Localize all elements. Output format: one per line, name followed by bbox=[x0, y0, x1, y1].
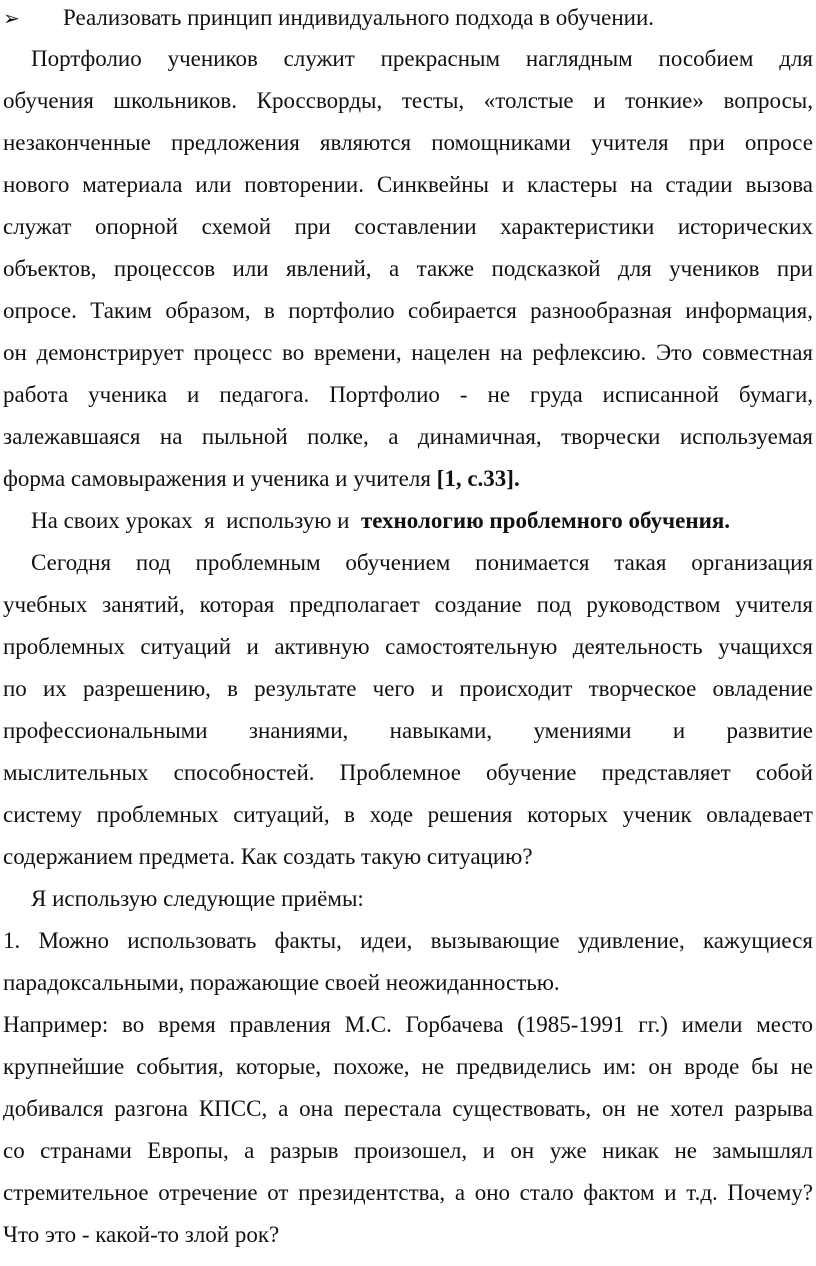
bullet-item bbox=[3, 1, 813, 35]
para1-last-text: форма самовыражения и ученика и учителя bbox=[3, 466, 437, 491]
para5-line: 1. Можно использовать факты, идеи, вызывающие удивление, кажущиеся bbox=[3, 928, 813, 953]
para3-line: систему проблемных ситуаций, в ходе решения которых ученик овладевает bbox=[3, 802, 813, 827]
para3-line: проблемных ситуаций и активную самостоятельную деятельность учащихся bbox=[3, 634, 813, 659]
para3-line: по их разрешению, в результате чего и происходит творческое овладение bbox=[3, 676, 813, 701]
para1-line: нового материала или повторении. Синквейны и кластеры на стадии вызова bbox=[3, 172, 813, 197]
para1-line: работа ученика и педагога. Портфолио - не груда исписанной бумаги, bbox=[3, 382, 813, 407]
para2-bold: технологию проблемного обучения. bbox=[361, 508, 731, 533]
para6-line: крупнейшие события, которые, похоже, не предвиделись им: он вроде бы не bbox=[3, 1054, 813, 1079]
para1-line: Портфолио учеников служит прекрасным наглядным пособием для bbox=[31, 46, 813, 71]
para3-last-line: содержанием предмета. Как создать такую ситуацию? bbox=[3, 844, 533, 869]
para1-line: он демонстрирует процесс во времени, нацелен на рефлексию. Это совместная bbox=[3, 340, 813, 365]
para2-line bbox=[3, 504, 813, 538]
para1-line: незаконченные предложения являются помощниками учителя при опросе bbox=[3, 130, 813, 155]
arrow-bullet-icon: ➢ bbox=[3, 6, 20, 30]
para1-last-line bbox=[3, 462, 813, 496]
para3-line: Сегодня под проблемным обучением понимается такая организация bbox=[31, 550, 813, 575]
para1-line: залежавшаяся на пыльной полке, а динамичная, творчески используемая bbox=[3, 424, 813, 449]
para1-line: опросе. Таким образом, в портфолио собирается разнообразная информация, bbox=[3, 298, 813, 323]
para2-text: На своих уроках я использую и bbox=[31, 508, 361, 533]
citation: [1, с.33]. bbox=[436, 466, 520, 491]
para6-line: стремительное отречение от президентства, а оно стало фактом и т.д. Почему? bbox=[3, 1180, 813, 1205]
para1-line: обучения школьников. Кроссворды, тесты, «толстые и тонкие» вопросы, bbox=[3, 88, 813, 113]
para4-line: Я использую следующие приёмы: bbox=[31, 886, 364, 911]
para3-line: учебных занятий, которая предполагает создание под руководством учителя bbox=[3, 592, 813, 617]
para3-line: мыслительных способностей. Проблемное обучение представляет собой bbox=[3, 760, 813, 785]
para6-line: со странами Европы, а разрыв произошел, и он уже никак не замышлял bbox=[3, 1138, 813, 1163]
para6-line: добивался разгона КПСС, а она перестала существовать, он не хотел разрыва bbox=[3, 1096, 813, 1121]
para1-line: служат опорной схемой при составлении характеристики исторических bbox=[3, 214, 813, 239]
para6-line: Например: во время правления М.С. Горбачева (1985-1991 гг.) имели место bbox=[3, 1012, 813, 1037]
bullet-text: Реализовать принцип индивидуального подхода в обучении. bbox=[63, 5, 655, 30]
para6-last-line: Что это - какой-то злой рок? bbox=[3, 1222, 280, 1247]
para1-line: объектов, процессов или явлений, а также подсказкой для учеников при bbox=[3, 256, 813, 281]
para5-last-line: парадоксальными, поражающие своей неожиданностью. bbox=[3, 970, 560, 995]
para3-line: профессиональными знаниями, навыками, умениями и развитие bbox=[3, 718, 813, 743]
